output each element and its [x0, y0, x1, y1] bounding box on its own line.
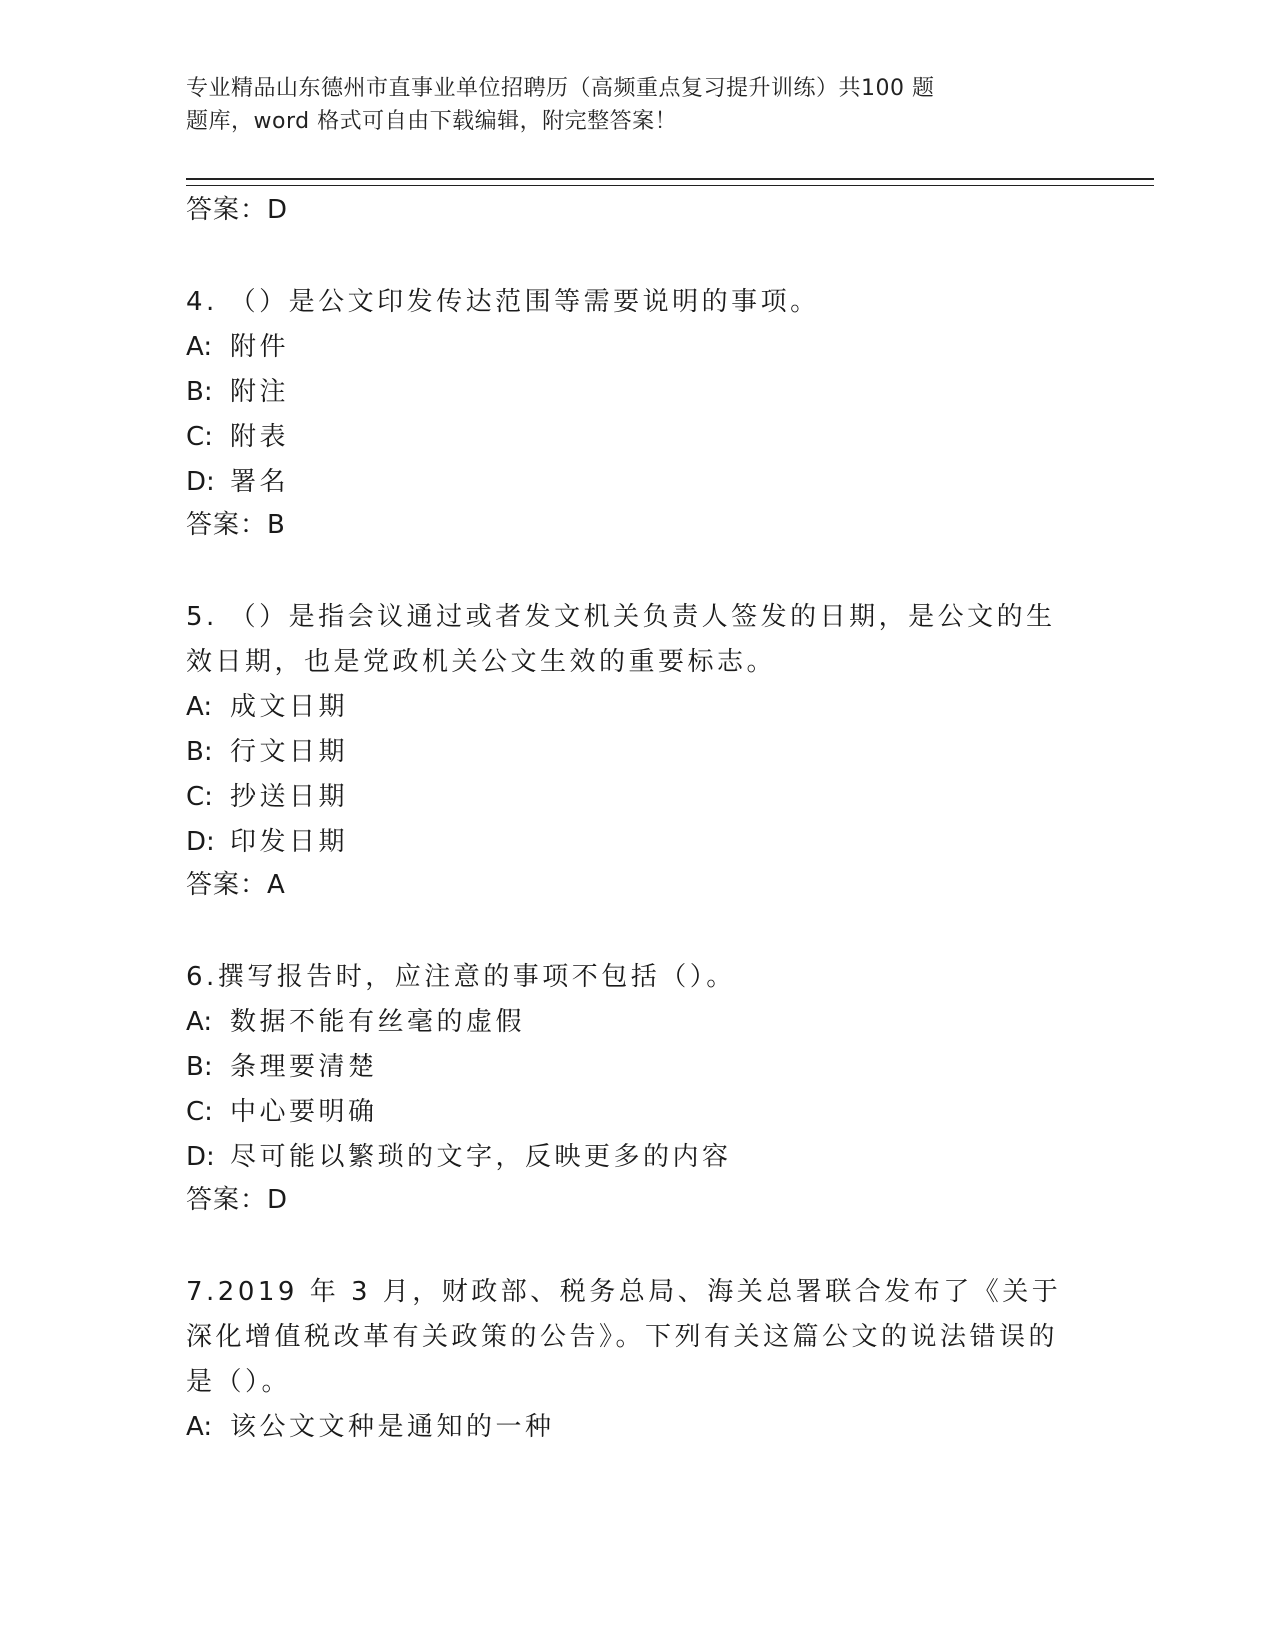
option-c: C: 抄送日期 — [186, 782, 349, 812]
question-6 — [186, 955, 1066, 1218]
option-a: A: 附件 — [186, 332, 290, 362]
option-d: D: 印发日期 — [186, 827, 349, 857]
answer: 答案：D — [186, 1185, 289, 1215]
document-body — [186, 192, 1066, 1450]
header-divider — [186, 178, 1154, 186]
answer: 答案：A — [186, 870, 286, 900]
question-text: 4. （）是公文印发传达范围等需要说明的事项。 — [186, 287, 820, 317]
question-text: 6.撰写报告时，应注意的事项不包括（）。 — [186, 962, 736, 992]
option-a: A: 数据不能有丝毫的虚假 — [186, 1007, 526, 1037]
question-text: 5. （）是指会议通过或者发文机关负责人签发的日期，是公文的生效日期，也是党政机关公文生效的重要标志。 — [186, 602, 1056, 677]
option-c: C: 中心要明确 — [186, 1097, 378, 1127]
header-line-2: 题库，word 格式可自由下载编辑，附完整答案！ — [186, 109, 678, 134]
option-a: A: 成文日期 — [186, 692, 349, 722]
previous-answer: 答案：D — [186, 195, 289, 225]
option-a: A: 该公文文种是通知的一种 — [186, 1412, 555, 1442]
document-header — [186, 72, 1006, 138]
answer: 答案：B — [186, 510, 286, 540]
question-text: 7.2019 年 3 月，财政部、税务总局、海关总署联合发布了《关于深化增值税改革有关政策的公告》。下列有关这篇公文的说法错误的是（）。 — [186, 1277, 1062, 1397]
option-c: C: 附表 — [186, 422, 290, 452]
option-d: D: 尽可能以繁琐的文字，反映更多的内容 — [186, 1142, 732, 1172]
option-b: B: 行文日期 — [186, 737, 349, 767]
question-7 — [186, 1270, 1066, 1450]
header-line-1: 专业精品山东德州市直事业单位招聘历（高频重点复习提升训练）共100 题 — [186, 76, 935, 101]
option-b: B: 条理要清楚 — [186, 1052, 378, 1082]
question-5 — [186, 595, 1066, 903]
question-4 — [186, 280, 1066, 543]
option-d: D: 署名 — [186, 467, 290, 497]
option-b: B: 附注 — [186, 377, 290, 407]
